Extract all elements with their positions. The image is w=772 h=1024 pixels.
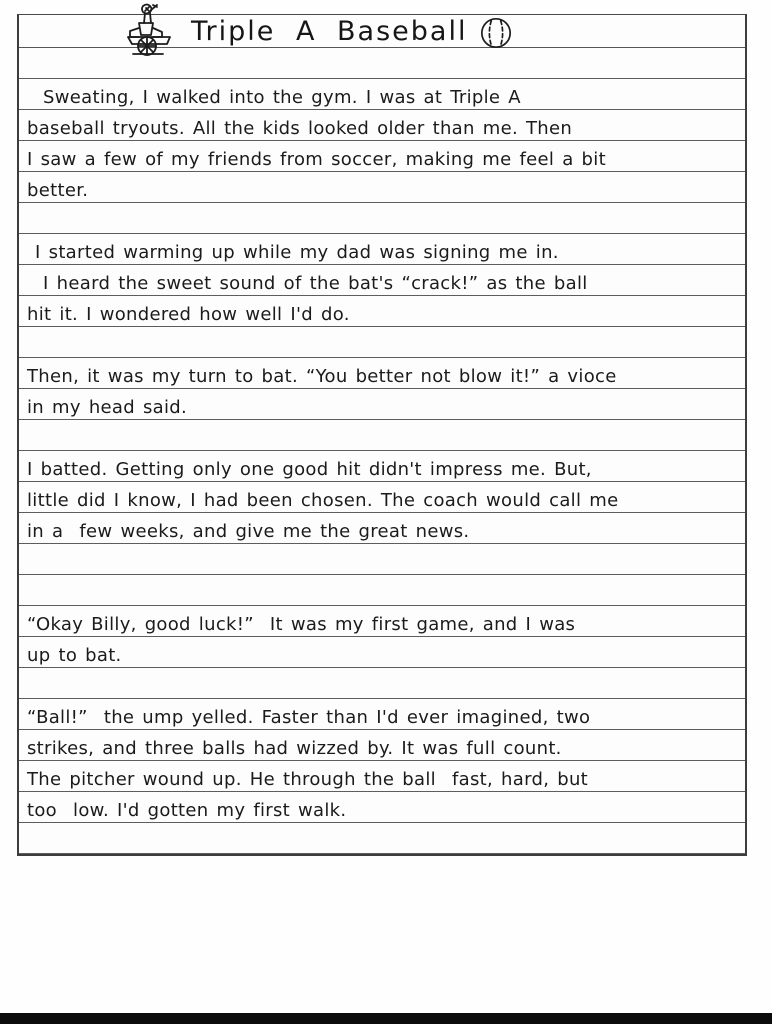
handwritten-line-15: in a few weeks, and give me the great news. bbox=[19, 513, 745, 544]
blank-ruled-line-17 bbox=[19, 575, 745, 606]
handwritten-line-21: “Ball!” the ump yelled. Faster than I'd ever imagined, two bbox=[19, 699, 745, 730]
page-title: Triple A Baseball bbox=[191, 16, 468, 47]
handwritten-line-3: I saw a few of my friends from soccer, making me feel a bit bbox=[19, 141, 745, 172]
handwritten-line-11: in my head said. bbox=[19, 389, 745, 420]
blank-ruled-line-20 bbox=[19, 668, 745, 699]
handwritten-line-18: “Okay Billy, good luck!” It was my first game, and I was bbox=[19, 606, 745, 637]
handwritten-line-7: I heard the sweet sound of the bat's “crack!” as the ball bbox=[19, 265, 745, 296]
blank-ruled-line-25 bbox=[19, 823, 745, 854]
handwritten-line-10: Then, it was my turn to bat. “You better not blow it!” a vioce bbox=[19, 358, 745, 389]
handwritten-line-13: I batted. Getting only one good hit didn't impress me. But, bbox=[19, 451, 745, 482]
handwritten-line-14: little did I know, I had been chosen. The coach would call me bbox=[19, 482, 745, 513]
handwritten-line-19: up to bat. bbox=[19, 637, 745, 668]
handwritten-line-4: better. bbox=[19, 172, 745, 203]
ruled-writing-area bbox=[17, 14, 747, 856]
scan-edge-bar bbox=[0, 1013, 772, 1024]
handwritten-line-6: I started warming up while my dad was signing me in. bbox=[19, 234, 745, 265]
blank-ruled-line-16 bbox=[19, 544, 745, 575]
baseball-icon bbox=[479, 16, 513, 50]
handwritten-line-22: strikes, and three balls had wizzed by. It was full count. bbox=[19, 730, 745, 761]
handwritten-line-1: Sweating, I walked into the gym. I was at Triple A bbox=[19, 79, 745, 110]
blank-ruled-line-0 bbox=[19, 48, 745, 79]
handwritten-line-2: baseball tryouts. All the kids looked older than me. Then bbox=[19, 110, 745, 141]
handwritten-line-23: The pitcher wound up. He through the ball fast, hard, but bbox=[19, 761, 745, 792]
ruled-lines-container bbox=[19, 48, 745, 854]
blank-ruled-line-5 bbox=[19, 203, 745, 234]
handwritten-line-24: too low. I'd gotten my first walk. bbox=[19, 792, 745, 823]
handwritten-line-8: hit it. I wondered how well I'd do. bbox=[19, 296, 745, 327]
title-row bbox=[19, 15, 745, 48]
blank-ruled-line-12 bbox=[19, 420, 745, 451]
blank-ruled-line-9 bbox=[19, 327, 745, 358]
